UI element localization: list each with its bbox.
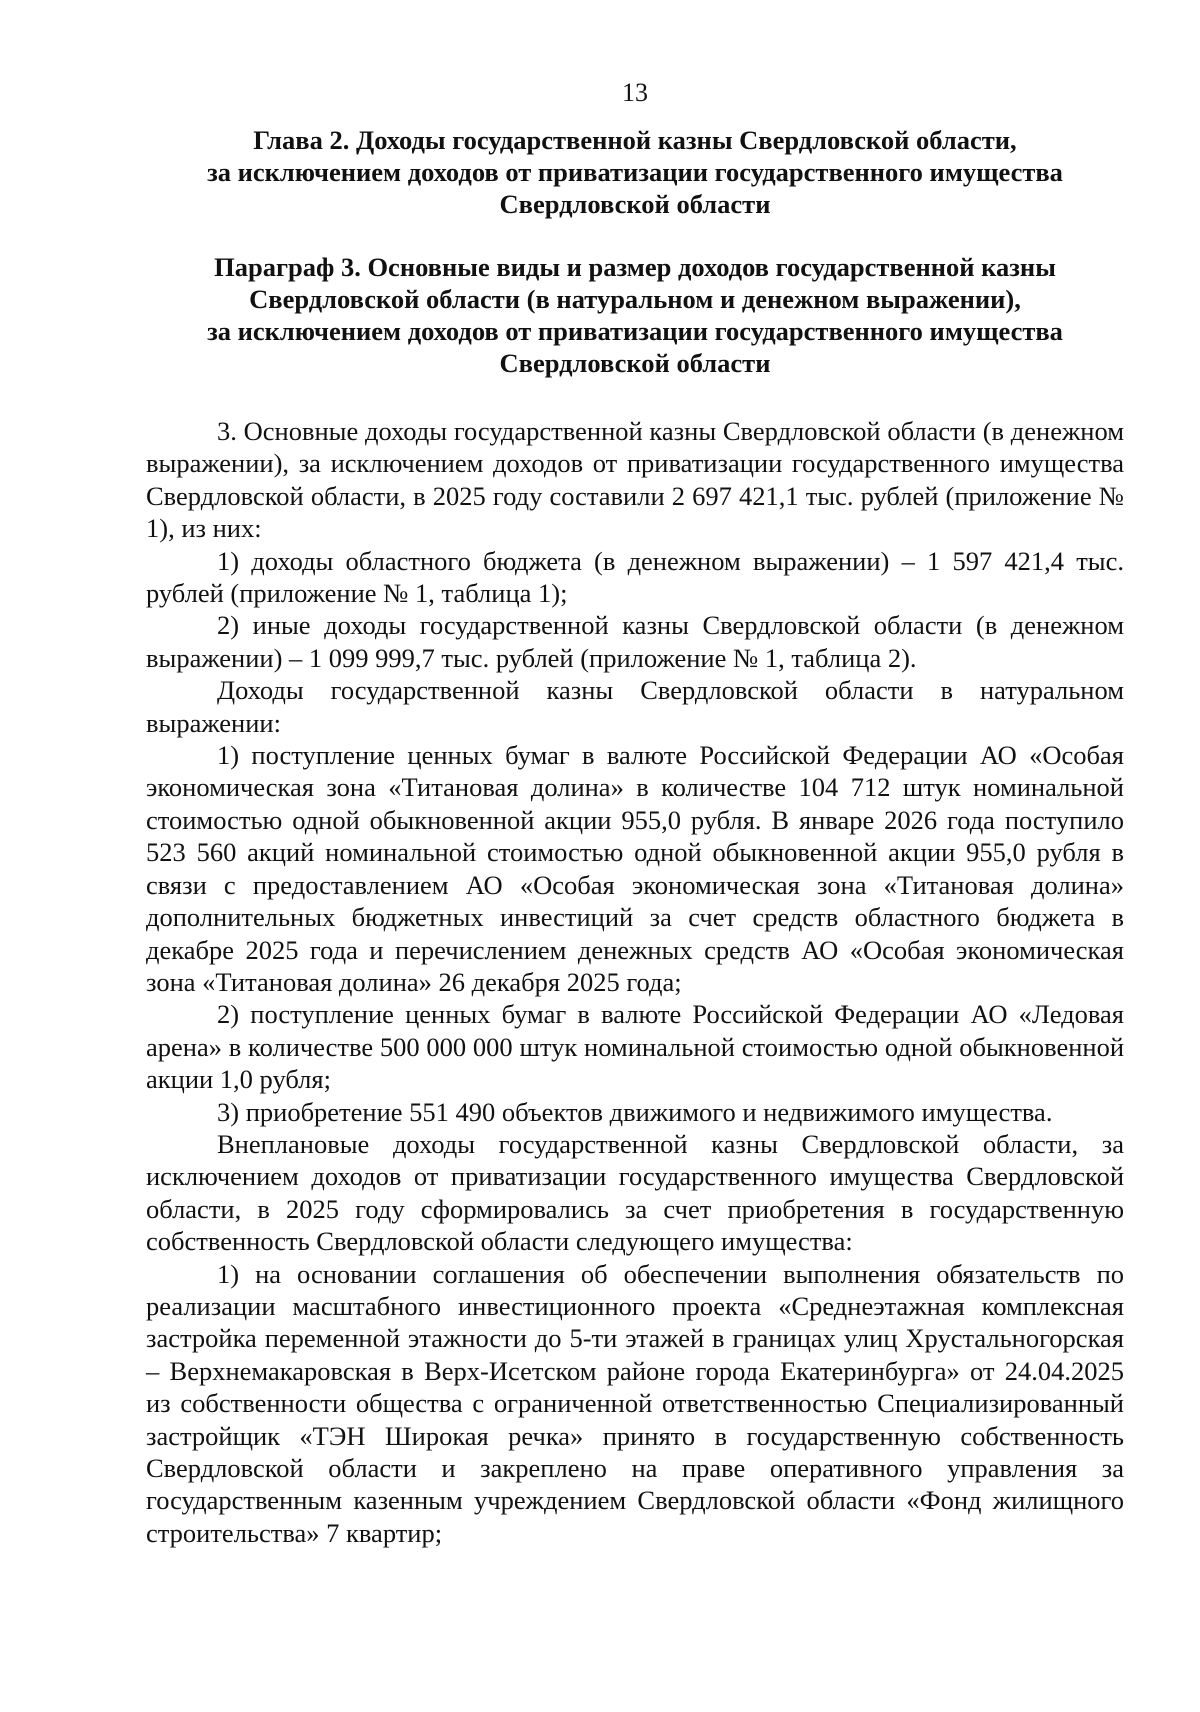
chapter-heading xyxy=(150,124,1120,220)
page-number: 13 xyxy=(622,78,648,107)
paragraph-heading-line: Параграф 3. Основные виды и размер доходов государственной казны xyxy=(214,252,1056,282)
paragraph-heading-line: Свердловской области (в натуральном и денежном выражении), xyxy=(249,284,1021,314)
body-paragraph: Внеплановые доходы государственной казны Свердловской области, за исключением доходов от приватизации государственного имущества Свердловской области, в 2025 году сформировались за счет приобретения в государственную собственность Свердловской области следующего имущества: xyxy=(146,1128,1124,1257)
chapter-heading-line: Глава 2. Доходы государственной казны Свердловской области, xyxy=(253,125,1017,155)
body-paragraph: 1) поступление ценных бумаг в валюте Российской Федерации АО «Особая экономическая зона «Титановая долина» в количестве 104 712 штук номинальной стоимостью одной обыкновенной акции 955,0 рубля. В январе 2026 года поступило 523 560 акций номинальной стоимостью одной обыкновенной акции 955,0 рубля в связи с предоставлением АО «Особая экономическая зона «Титановая долина» дополнительных бюджетных инвестиций за счет средств областного бюджета в декабре 2025 года и перечислением денежных средств АО «Особая экономическая зона «Титановая долина» 26 декабря 2025 года; xyxy=(146,740,1124,997)
body-paragraph: 2) поступление ценных бумаг в валюте Российской Федерации АО «Ледовая арена» в количестве 500 000 000 штук номинальной стоимостью одной обыкновенной акции 1,0 рубля; xyxy=(146,999,1124,1095)
body-paragraph: 1) на основании соглашения об обеспечении выполнения обязательств по реализации масштабного инвестиционного проекта «Среднеэтажная комплексная застройка переменной этажности до 5-ти этажей в границах улиц Хрустальногорская – Верхнемакаровская в Верх-Исетском районе города Екатеринбурга» от 24.04.2025 из собственности общества с ограниченной ответственностью Специализированный застройщик «ТЭН Широкая речка» принято в государственную собственность Свердловской области и закреплено на праве оперативного управления за государственным казенным учреждением Свердловской области «Фонд жилищного строительства» 7 квартир; xyxy=(146,1258,1124,1548)
chapter-heading-line: за исключением доходов от приватизации государственного имущества xyxy=(207,157,1063,187)
body-text xyxy=(146,415,1124,1549)
paragraph-heading-line: за исключением доходов от приватизации государственного имущества xyxy=(207,316,1063,346)
body-paragraph: 1) доходы областного бюджета (в денежном выражении) – 1 597 421,4 тыс. рублей (приложение № 1, таблица 1); xyxy=(146,545,1124,609)
paragraph-heading-line: Свердловской области xyxy=(499,348,771,378)
chapter-heading-line: Свердловской области xyxy=(499,189,771,219)
paragraph-heading xyxy=(150,251,1120,379)
body-paragraph: 3. Основные доходы государственной казны Свердловской области (в денежном выражении), за исключением доходов от приватизации государственного имущества Свердловской области, в 2025 году составили 2 697 421,1 тыс. рублей (приложение № 1), из них: xyxy=(146,416,1124,544)
body-paragraph: 3) приобретение 551 490 объектов движимого и недвижимого имущества. xyxy=(217,1096,1053,1127)
body-paragraph: 2) иные доходы государственной казны Свердловской области (в денежном выражении) – 1 099 999,7 тыс. рублей (приложение № 1, таблица 2). xyxy=(146,610,1124,673)
body-paragraph: Доходы государственной казны Свердловской области в натуральном выражении: xyxy=(146,675,1124,738)
